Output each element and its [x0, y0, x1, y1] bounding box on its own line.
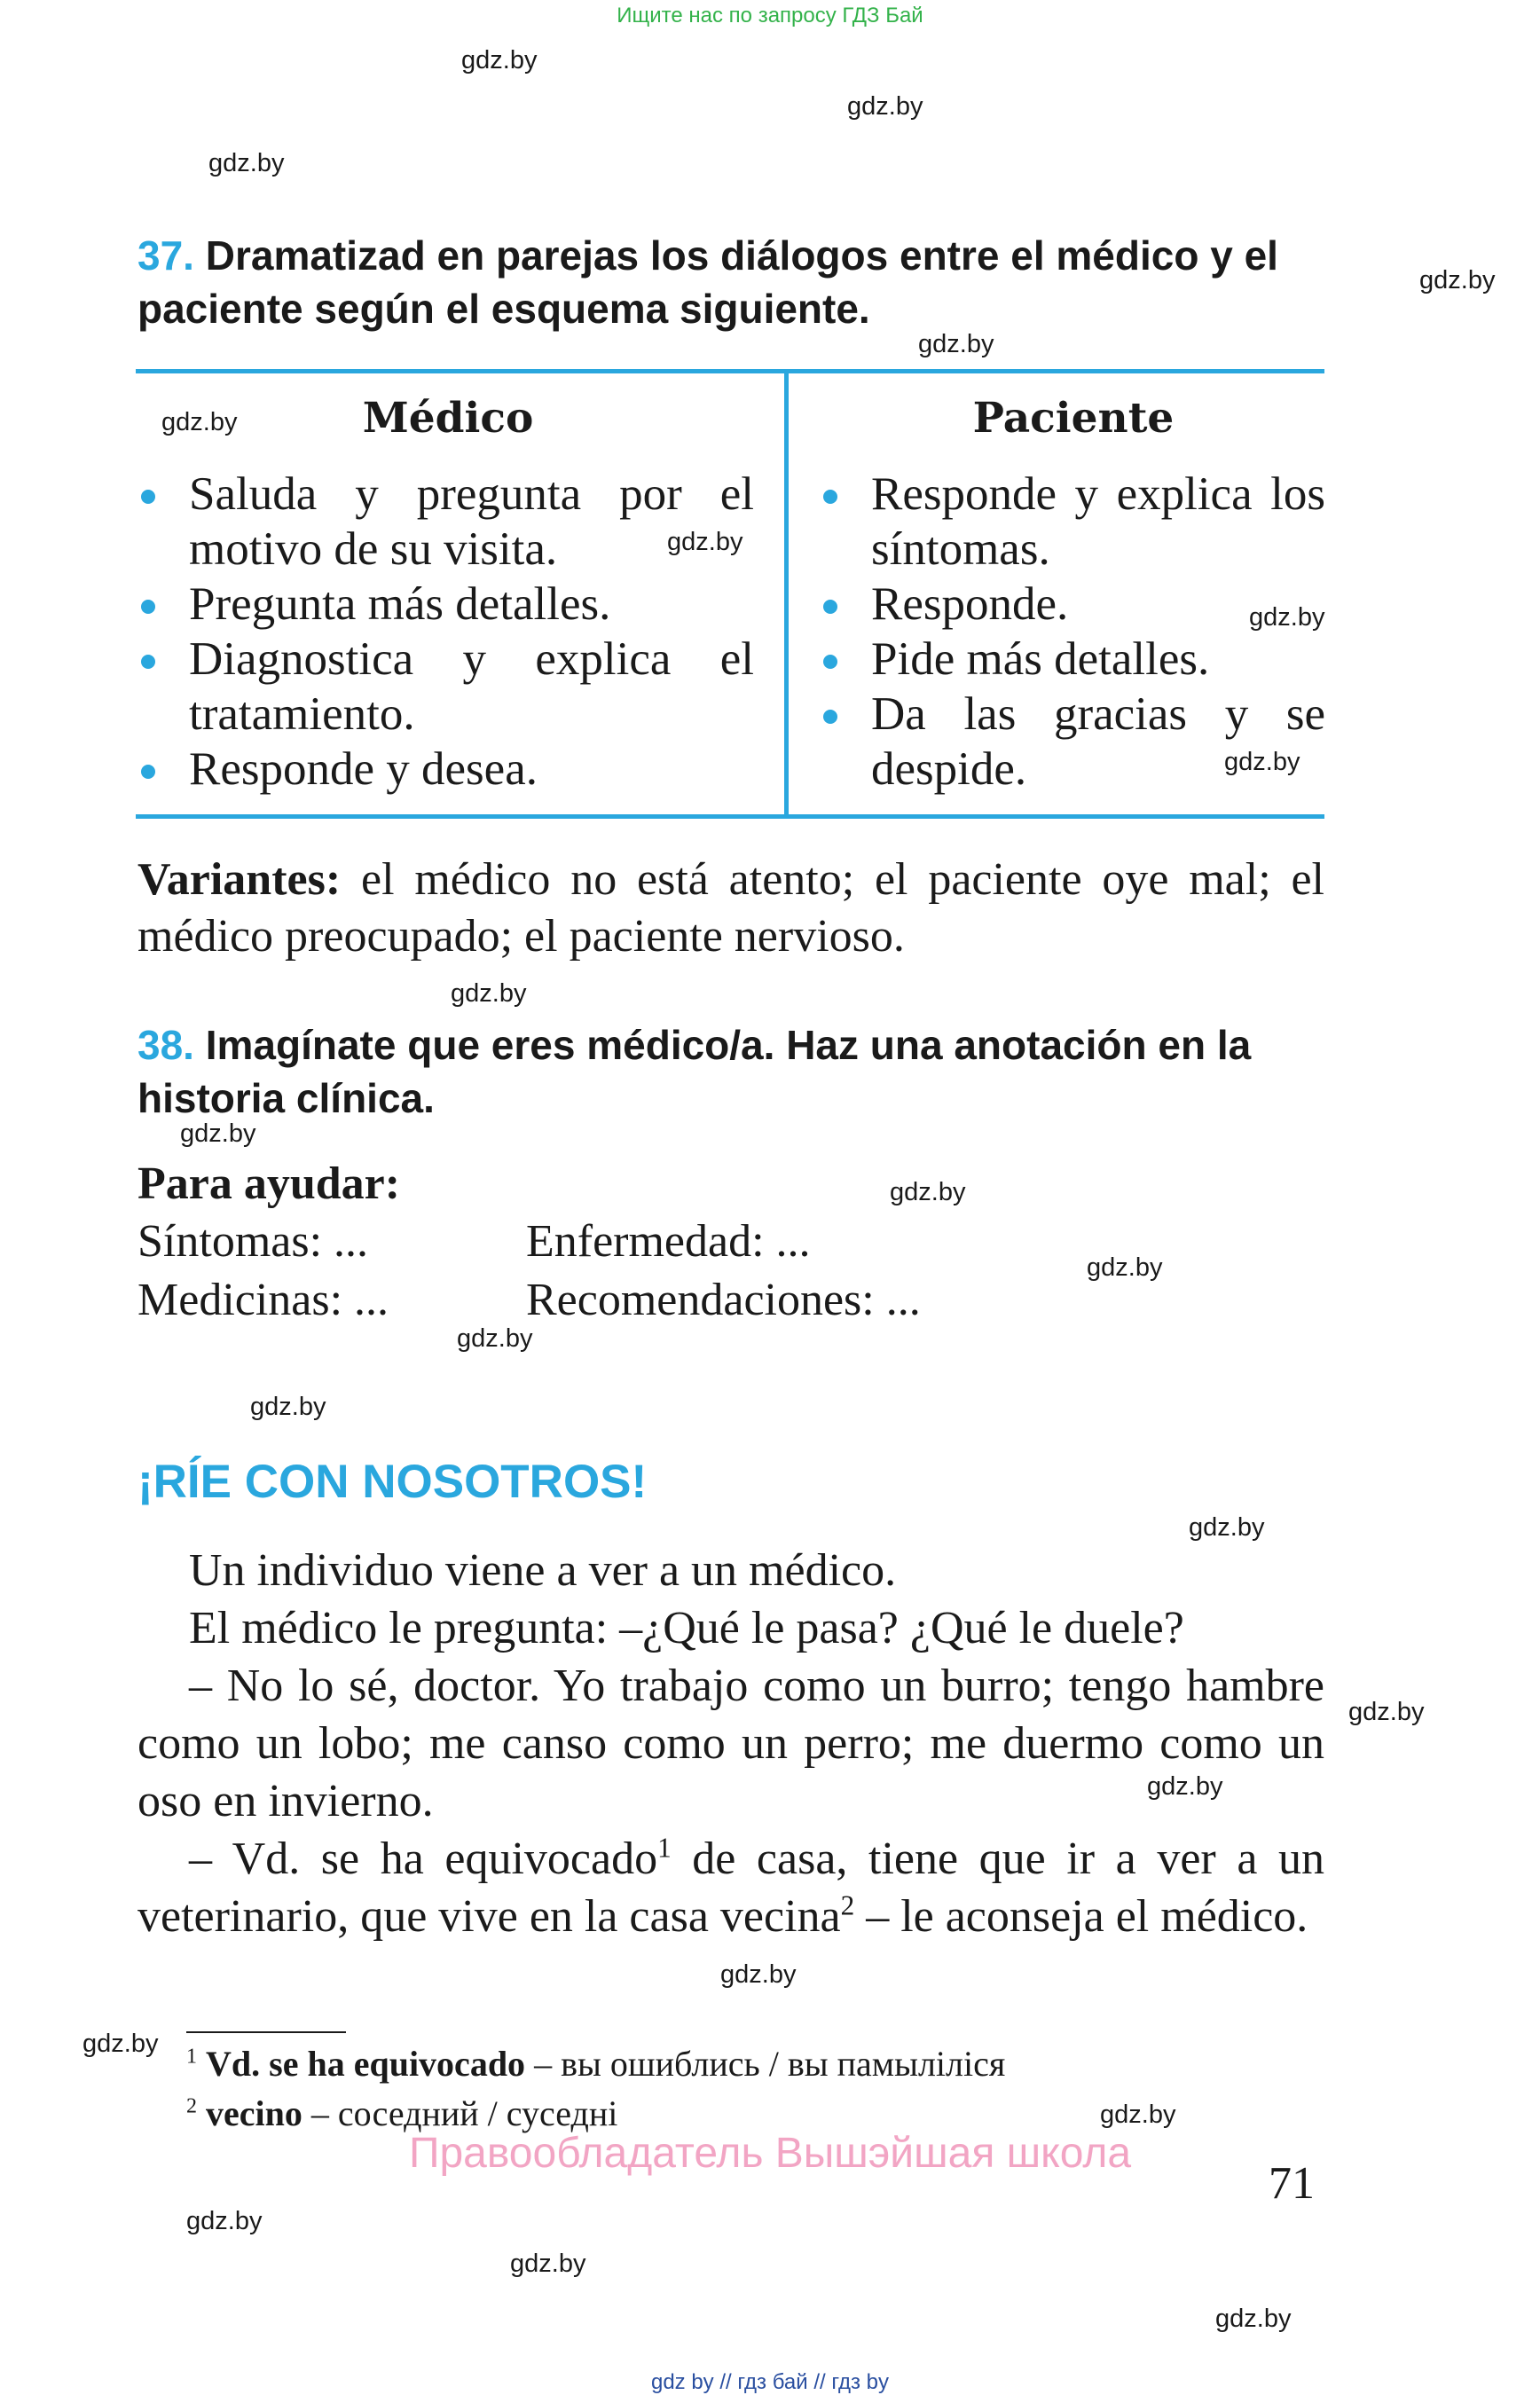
task-number: 38.	[138, 1022, 194, 1068]
variantes-paragraph	[138, 852, 1324, 965]
watermark: gdz.by	[1348, 1698, 1425, 1726]
watermark: gdz.by	[1419, 266, 1496, 294]
joke-line: – Vd. se ha equivocado$^1$ de casa, tiene que ir a ver a un veterinario, que vive en la casa vecina$^2$ – le aconseja el médico.	[138, 1832, 1325, 1942]
list-item: Saluda y pregunta por el motivo de su visita.	[138, 467, 754, 577]
para-ayudar-title: Para ayudar:	[138, 1158, 401, 1209]
watermark: gdz.by	[186, 2207, 263, 2235]
joke-line: Un individuo viene a ver a un médico.	[189, 1545, 897, 1596]
watermark: gdz.by	[457, 1324, 533, 1353]
watermark: gdz.by	[161, 408, 238, 436]
watermark: gdz.by	[451, 979, 527, 1008]
bullet-icon	[141, 600, 155, 614]
footnote: $^1$ Vd. se ha equivocado – вы ошиблись / вы памыліліся	[186, 2044, 1006, 2084]
watermark: gdz.by	[1147, 1772, 1223, 1801]
task-text: Imagínate que eres médico/a. Haz una anotación en la historia clínica.	[138, 1022, 1252, 1121]
watermark: gdz.by	[1189, 1513, 1265, 1542]
recomendaciones-prompt: Recomendaciones: ...	[526, 1275, 921, 1325]
list-item: Pregunta más detalles.	[138, 577, 754, 632]
watermark: gdz.by	[461, 46, 538, 75]
watermark: gdz.by	[1087, 1253, 1163, 1282]
task-37	[138, 229, 1326, 335]
medico-steps-list	[138, 467, 754, 797]
task-number: 37.	[138, 232, 194, 279]
watermark: gdz.by	[208, 149, 285, 177]
top-search-banner: Ищите нас по запросу ГДЗ Бай	[617, 4, 923, 27]
footnote-ref: 1	[657, 1832, 672, 1864]
table-bottom-rule	[136, 814, 1324, 819]
watermark: gdz.by	[180, 1119, 256, 1148]
bottom-banner: gdz by // гдз бай // гдз by	[650, 2370, 890, 2394]
footnote-term: vecino	[206, 2093, 302, 2133]
copyright-watermark: Правообладатель Вышэйшая школа	[408, 2130, 1132, 2177]
page-number: 71	[1269, 2158, 1315, 2209]
footnote-rule	[186, 2031, 346, 2033]
variantes-label: Variantes:	[138, 854, 342, 905]
column-header-medico: Médico	[362, 394, 534, 443]
footnote-term: Vd. se ha equivocado	[206, 2044, 526, 2084]
list-item: Responde.	[820, 577, 1325, 632]
paciente-steps-list	[820, 467, 1325, 797]
table-top-rule	[136, 369, 1324, 373]
watermark: gdz.by	[918, 330, 994, 358]
bullet-icon	[823, 710, 837, 724]
joke-text	[138, 1542, 1324, 1945]
joke-line: – No lo sé, doctor. Yo trabajo como un burro; tengo hambre como un lobo; me canso como un perro; me duermo como un oso en invierno.	[138, 1661, 1324, 1826]
table-divider	[784, 372, 789, 817]
watermark: gdz.by	[720, 1960, 797, 1989]
list-item: Da las gracias y se despide.	[820, 687, 1325, 797]
watermark: gdz.by	[667, 528, 743, 556]
footnote-translation: – вы ошиблись / вы памыліліся	[525, 2044, 1006, 2084]
watermark: gdz.by	[847, 92, 923, 121]
watermark: gdz.by	[890, 1178, 966, 1206]
watermark: gdz.by	[510, 2250, 586, 2278]
footnote-translation: – соседний / суседні	[302, 2093, 618, 2133]
bullet-icon	[823, 600, 837, 614]
bullet-icon	[141, 490, 155, 504]
bullet-icon	[823, 490, 837, 504]
list-item: Responde y desea.	[138, 742, 754, 797]
list-item: Responde y explica los síntomas.	[820, 467, 1325, 577]
list-item: Diagnostica y explica el tratamiento.	[138, 632, 754, 742]
enfermedad-prompt: Enfermedad: ...	[526, 1216, 811, 1267]
watermark: gdz.by	[1215, 2305, 1292, 2333]
watermark: gdz.by	[1249, 603, 1325, 632]
section-title: ¡RÍE CON NOSOTROS!	[138, 1456, 648, 1508]
bullet-icon	[823, 655, 837, 669]
footnote-ref: 2	[840, 1889, 855, 1921]
watermark: gdz.by	[1224, 748, 1300, 776]
task-38	[138, 1018, 1326, 1125]
bullet-icon	[141, 765, 155, 779]
joke-line: El médico le pregunta: –¿Qué le pasa? ¿Qué le duele?	[189, 1603, 1184, 1653]
task-text: Dramatizad en parejas los diálogos entre el médico y el paciente según el esquema siguiente.	[138, 232, 1278, 332]
watermark: gdz.by	[82, 2030, 159, 2058]
column-header-paciente: Paciente	[972, 394, 1175, 443]
list-item: Pide más detalles.	[820, 632, 1325, 687]
footnote: $^2$ vecino – соседний / суседні	[186, 2093, 618, 2133]
medicinas-prompt: Medicinas: ...	[138, 1275, 389, 1325]
bullet-icon	[141, 655, 155, 669]
watermark: gdz.by	[1100, 2101, 1176, 2129]
sintomas-prompt: Síntomas: ...	[138, 1216, 369, 1267]
variantes-text: el médico no está atento; el paciente oye mal; el médico preocupado; el paciente nervioso.	[138, 854, 1324, 962]
watermark: gdz.by	[250, 1393, 326, 1421]
